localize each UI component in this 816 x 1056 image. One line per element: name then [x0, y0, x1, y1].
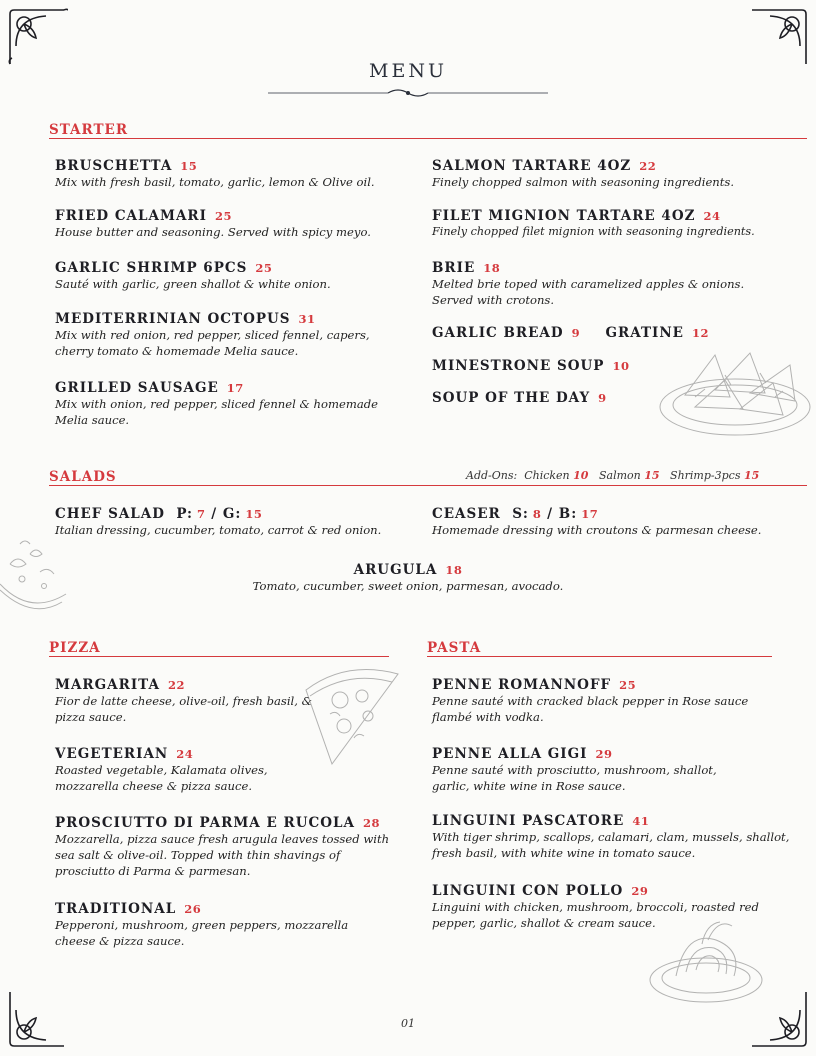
list-item: FILET MIGNION TARTARE 4OZ 24 Finely chopped filet mignion with seasoning ingredients. — [432, 208, 755, 238]
list-item: PENNE ROMANNOFF 25 Penne sauté with cracked black pepper in Rose sauce flambé with vodka. — [432, 677, 749, 724]
list-item: FRIED CALAMARI 25 House butter and seasoning. Served with spicy meyo. — [55, 208, 371, 239]
list-item: CEASER S: 8 / B: 17 Homemade dressing with croutons & parmesan cheese. — [432, 506, 762, 537]
page-number: 01 — [401, 1017, 415, 1030]
section-divider — [427, 656, 772, 657]
pizza-slice-sketch-icon — [296, 660, 404, 770]
list-item: CHEF SALAD P: 7 / G: 15 Italian dressing, cucumber, tomato, carrot & red onion. — [55, 506, 382, 537]
section-divider — [49, 656, 389, 657]
list-item: GARLIC SHRIMP 6PCS 25 Sauté with garlic, green shallot & white onion. — [55, 260, 331, 291]
corner-ornament-icon — [6, 6, 68, 68]
corner-ornament-icon — [748, 6, 810, 68]
pasta-plate-sketch-icon — [646, 910, 766, 1010]
section-heading-pizza: PIZZA — [49, 640, 101, 656]
list-item: GRILLED SAUSAGE 17 Mix with onion, red pepper, sliced fennel & homemade Melia sauce. — [55, 380, 379, 427]
title-divider-ornament-icon — [268, 86, 548, 100]
list-item: SALMON TARTARE 4OZ 22 Finely chopped salmon with seasoning ingredients. — [432, 158, 735, 189]
list-item: SOUP OF THE DAY 9 — [432, 390, 607, 406]
list-item: TRADITIONAL 26 Pepperoni, mushroom, green peppers, mozzarella cheese & pizza sauce. — [55, 901, 349, 948]
section-divider — [49, 485, 807, 486]
section-divider — [49, 138, 807, 139]
page-title: MENU — [369, 60, 447, 82]
list-item: PROSCIUTTO DI PARMA E RUCOLA 28 Mozzarella, pizza sauce fresh arugula leaves tossed with sea salt & olive-oil. Topped with thin shavings of prosciutto di Parma & parmesan. — [55, 815, 390, 878]
salad-bowl-sketch-icon — [0, 524, 70, 624]
list-item: PENNE ALLA GIGI 29 Penne sauté with prosciutto, mushroom, shallot, garlic, white wine in Rose sauce. — [432, 746, 717, 793]
list-item: MARGARITA 22 Fior de latte cheese, olive-oil, fresh basil, & pizza sauce. — [55, 677, 312, 724]
list-item: LINGUINI PASCATORE 41 With tiger shrimp, scallops, calamari, clam, mussels, shallot, fresh basil, with white wine in tomato sauce. — [432, 813, 790, 860]
list-item: ARUGULA 18 Tomato, cucumber, sweet onion, parmesan, avocado. — [252, 562, 564, 593]
list-item: LINGUINI CON POLLO 29 Linguini with chicken, mushroom, broccoli, roasted red pepper, garlic, shallot & cream sauce. — [432, 883, 759, 930]
list-item: BRIE 18 Melted brie toped with caramelized apples & onions. Served with crotons. — [432, 260, 745, 307]
list-item: BRUSCHETTA 15 Mix with fresh basil, tomato, garlic, lemon & Olive oil. — [55, 158, 375, 189]
addons-line: Add-Ons: Chicken 10 Salmon 15 Shrimp-3pcs 15 — [466, 469, 760, 482]
list-item: VEGETERIAN 24 Roasted vegetable, Kalamata olives, mozzarella cheese & pizza sauce. — [55, 746, 268, 793]
list-item: MEDITERRINIAN OCTOPUS 31 Mix with red onion, red pepper, sliced fennel, capers, cherry tomato & homemade Melia sauce. — [55, 311, 370, 358]
section-heading-salads: SALADS — [49, 469, 117, 485]
list-item: MINESTRONE SOUP 10 — [432, 358, 630, 374]
section-heading-pasta: PASTA — [427, 640, 482, 656]
section-heading-starter: STARTER — [49, 122, 129, 138]
nachos-sketch-icon — [655, 335, 815, 440]
list-item: GARLIC BREAD 9 GRATINE 12 — [432, 325, 709, 341]
